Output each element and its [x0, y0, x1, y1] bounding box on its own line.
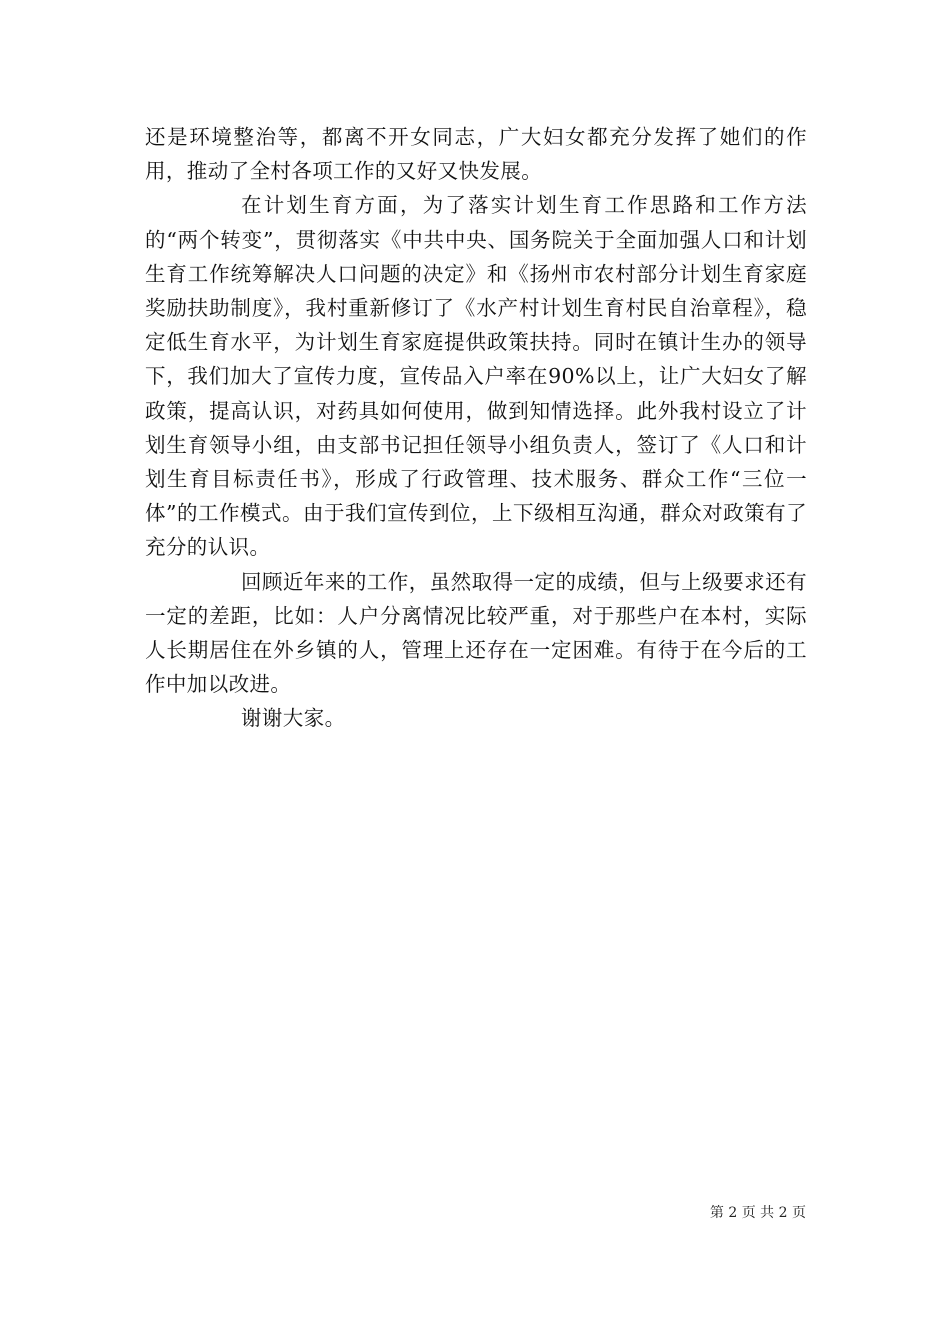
page-number-footer: 第 2 页 共 2 页	[709, 1205, 806, 1221]
paragraph-4: 谢谢大家。	[241, 706, 346, 731]
document-body	[145, 120, 807, 736]
paragraph-3: 回顾近年来的工作，虽然取得一定的成绩，但与上级要求还有一定的差距，比如：人户分离情况比较严重，对于那些户在本村，实际人长期居住在外乡镇的人，管理上还存在一定困难。有待于在今后的工作中加以改进。	[145, 569, 807, 697]
paragraph-2: 在计划生育方面，为了落实计划生育工作思路和工作方法的“两个转变”，贯彻落实《中共中央、国务院关于全面加强人口和计划生育工作统筹解决人口问题的决定》和《扬州市农村部分计划生育家庭奖励扶助制度》，我村重新修订了《水产村计划生育村民自治章程》，稳定低生育水平，为计划生育家庭提供政策扶持。同时在镇计生办的领导下，我们加大了宣传力度，宣传品入户率在90%以上，让广大妇女了解政策，提高认识，对药具如何使用，做到知情选择。此外我村设立了计划生育领导小组，由支部书记担任领导小组负责人，签订了《人口和计划生育目标责任书》，形成了行政管理、技术服务、群众工作“三位一体”的工作模式。由于我们宣传到位，上下级相互沟通，群众对政策有了充分的认识。	[145, 193, 807, 560]
paragraph-1: 还是环境整治等，都离不开女同志，广大妇女都充分发挥了她们的作用，推动了全村各项工作的又好又快发展。	[145, 125, 807, 184]
